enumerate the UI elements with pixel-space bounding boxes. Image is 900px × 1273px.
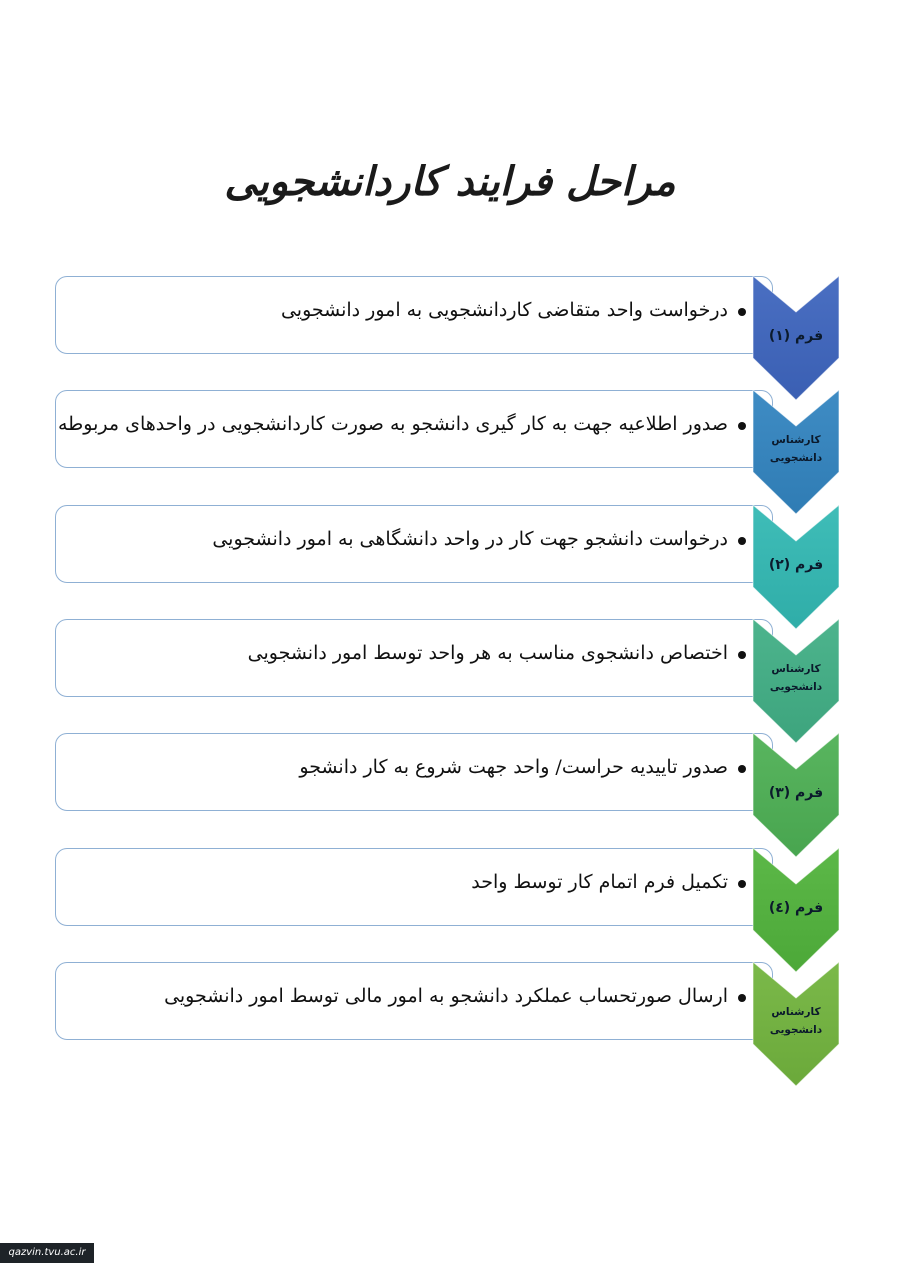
bullet-icon (738, 880, 746, 888)
page-title: مراحل فرایند کاردانشجویی (224, 158, 676, 205)
step-text: درخواست واحد متقاضی کاردانشجویی به امور دانشجویی (280, 299, 728, 321)
chevron-down-icon (752, 505, 840, 629)
step-box (55, 505, 773, 583)
chevron-down-icon (752, 733, 840, 857)
bullet-icon (738, 537, 746, 545)
bullet-icon (738, 765, 746, 773)
step-text: درخواست دانشجو جهت کار در واحد دانشگاهی به امور دانشجویی (212, 528, 728, 550)
site-footer-label: qazvin.tvu.ac.ir (0, 1243, 94, 1263)
step-owner-label: کارشناس دانشجویی (769, 663, 823, 693)
step-box (55, 276, 773, 354)
step-text: اختصاص دانشجوی مناسب به هر واحد توسط امور دانشجویی (247, 642, 728, 664)
step-owner-label: فرم (۱) (768, 328, 824, 344)
chevron-down-icon (752, 390, 840, 514)
step-text: تکمیل فرم اتمام کار توسط واحد (471, 871, 728, 893)
bullet-icon (738, 994, 746, 1002)
step-owner-label: کارشناس دانشجویی (769, 434, 823, 464)
step-owner-label: فرم (٤) (768, 900, 824, 916)
chevron-down-icon (752, 962, 840, 1086)
bullet-icon (738, 422, 746, 430)
chevron-down-icon (752, 619, 840, 743)
bullet-icon (738, 308, 746, 316)
step-text: صدور تاییدیه حراست/ واحد جهت شروع به کار دانشجو (299, 756, 728, 778)
step-box (55, 619, 773, 697)
step-box (55, 962, 773, 1040)
step-text: ارسال صورتحساب عملکرد دانشجو به امور مالی توسط امور دانشجویی (164, 985, 728, 1007)
step-owner-label: فرم (۳) (768, 785, 824, 801)
step-owner-label: کارشناس دانشجویی (769, 1006, 823, 1036)
chevron-down-icon (752, 276, 840, 400)
step-box (55, 733, 773, 811)
step-box (55, 390, 773, 468)
step-box (55, 848, 773, 926)
bullet-icon (738, 651, 746, 659)
step-owner-label: فرم (۲) (768, 557, 824, 573)
step-text: صدور اطلاعیه جهت به کار گیری دانشجو به صورت کاردانشجویی در واحدهای مربوطه (57, 413, 728, 435)
chevron-down-icon (752, 848, 840, 972)
